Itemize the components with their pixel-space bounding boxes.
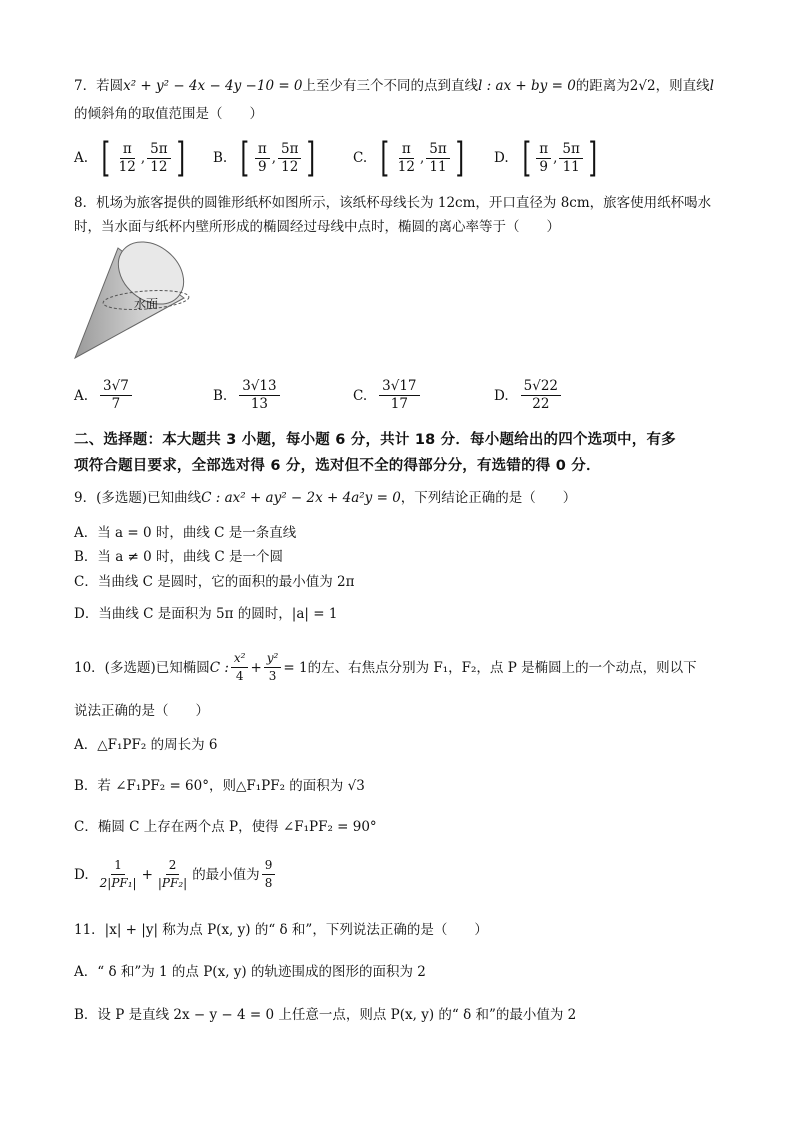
- frac-num: π: [255, 141, 270, 159]
- q10-c: C :: [209, 659, 229, 676]
- q9-stem: [74, 488, 576, 508]
- q8-option-b: [213, 378, 282, 413]
- frac-den: 11: [562, 158, 580, 175]
- q8-option-label: A.: [74, 387, 89, 404]
- q10-plus: +: [250, 659, 262, 676]
- q10-d-frac1-num: 1: [111, 857, 125, 875]
- frac-num: π: [536, 141, 551, 159]
- q7-frac-b: [559, 141, 582, 176]
- q10-option-b: B．若 ∠F₁PF₂ = 60°，则△F₁PF₂ 的面积为 √3: [74, 778, 365, 794]
- section2-heading-line2: 项符合题目要求，全部选对得 6 分，选对但不全的得部分分，有选错的得 0 分．: [74, 458, 601, 474]
- comma: ,: [419, 150, 425, 166]
- q10-stem-line2: 说法正确的是（ ）: [74, 703, 209, 719]
- q10-d-frac1-den: 2|PF₁|: [99, 876, 137, 890]
- frac-num: 5π: [147, 141, 170, 159]
- q7-frac-b: [426, 141, 449, 176]
- frac-den: 7: [111, 396, 121, 412]
- q8-option-d: [494, 378, 563, 413]
- q9-option-a: A．当 a = 0 时，曲线 C 是一条直线: [74, 525, 297, 541]
- q7-mid-text: 上至少有三个不同的点到直线: [302, 78, 479, 94]
- frac-num: 3√17: [379, 378, 419, 396]
- q7-frac-b: [147, 141, 170, 176]
- left-bracket: [: [380, 135, 390, 181]
- q7-circle-equation: x² + y² − 4x − 4y −10 = 0: [123, 78, 303, 94]
- q10-d-value: [262, 857, 276, 892]
- frac-den: 9: [539, 158, 548, 175]
- frac-den: 11: [429, 158, 447, 175]
- q11-option-b: B．设 P 是直线 2x − y − 4 = 0 上任意一点，则点 P(x, y) 的“ δ 和”的最小值为 2: [74, 1007, 577, 1023]
- q7-frac-a: [116, 141, 139, 176]
- right-bracket: ]: [455, 135, 464, 181]
- comma: ,: [140, 150, 146, 166]
- comma: ,: [553, 150, 558, 166]
- q7-option-label: C.: [353, 150, 368, 166]
- q8-option-label: B.: [213, 387, 228, 404]
- frac-num: π: [120, 141, 135, 159]
- q7-distance: 2√2: [629, 78, 656, 94]
- q7-option-d: [494, 135, 601, 181]
- q9-suffix: ，下列结论正确的是（ ）: [400, 490, 577, 506]
- q8-option-a: [74, 378, 134, 413]
- right-bracket: ]: [588, 135, 597, 181]
- q8-option-frac: [100, 378, 132, 413]
- comma: ,: [271, 150, 276, 166]
- q10-d-mid: 的最小值为: [192, 866, 260, 883]
- q8-option-label: D.: [494, 387, 509, 404]
- q7-option-label: D.: [494, 150, 509, 166]
- q7-prefix: 7．若圆: [74, 78, 124, 94]
- q9-prefix: 9．(多选题)已知曲线: [74, 490, 202, 506]
- q10-frac-x-den: 4: [235, 669, 244, 683]
- q7-stem-line1: [74, 76, 714, 96]
- q10-stem-line1: [74, 650, 697, 685]
- q10-frac-y-den: 3: [268, 669, 277, 683]
- left-bracket: [: [101, 135, 111, 181]
- q7-tail-text: 的距离为: [575, 78, 630, 94]
- frac-num: 5π: [426, 141, 449, 159]
- q8-option-frac: [239, 378, 279, 413]
- q9-option-c: C．当曲线 C 是圆时，它的面积的最小值为 2π: [74, 574, 355, 590]
- frac-num: 3√7: [100, 378, 132, 396]
- right-bracket: ]: [306, 135, 316, 181]
- q11-stem: 11．|x| + |y| 称为点 P(x, y) 的“ δ 和”，下列说法正确的是（ ）: [74, 922, 488, 938]
- frac-den: 12: [118, 158, 136, 175]
- q9-equation: C : ax² + ay² − 2x + 4a²y = 0: [201, 490, 401, 506]
- q10-d-frac2: [155, 857, 190, 892]
- frac-num: 3√13: [239, 378, 279, 396]
- q10-prefix: 10．(多选题)已知椭圆: [74, 659, 210, 676]
- left-bracket: [: [240, 135, 250, 181]
- left-bracket: [: [522, 135, 531, 181]
- q10-d-frac2-den: |PF₂|: [157, 876, 188, 890]
- q10-d-label: D.: [74, 866, 89, 883]
- q8-stem-line1: 8．机场为旅客提供的圆锥形纸杯如图所示，该纸杯母线长为 12cm，开口直径为 8cm，旅客使用纸杯喝水: [74, 195, 712, 211]
- q10-suffix: 的左、右焦点分别为 F₁，F₂，点 P 是椭圆上的一个动点，则以下: [307, 659, 697, 676]
- q10-frac-x-num: x²: [231, 650, 249, 668]
- q10-d-frac1: [97, 857, 140, 892]
- frac-den: 13: [250, 396, 268, 412]
- q9-option-d: D．当曲线 C 是面积为 5π 的圆时，|a| = 1: [74, 606, 338, 622]
- q10-option-d: [74, 857, 277, 892]
- q10-option-a: A．△F₁PF₂ 的周长为 6: [74, 737, 218, 753]
- frac-den: 9: [257, 158, 267, 175]
- q7-option-b: [213, 135, 319, 181]
- frac-num: 5π: [278, 141, 301, 159]
- right-bracket: ]: [176, 135, 185, 181]
- water-surface-label: 水面: [134, 297, 159, 311]
- frac-den: 12: [281, 158, 299, 175]
- q8-option-frac: [521, 378, 561, 413]
- q7-line-equation: l : ax + by = 0: [478, 78, 576, 94]
- q7-end-text: ，则直线: [655, 78, 710, 94]
- section2-heading-line1: 二、选择题：本大题共 3 小题，每小题 6 分，共计 18 分．每小题给出的四个选项中，有多: [74, 432, 676, 448]
- q7-frac-a: [536, 141, 551, 176]
- frac-den: 22: [532, 396, 550, 412]
- q10-frac-y: [264, 650, 282, 685]
- q10-frac-y-num: y²: [264, 650, 282, 668]
- q7-option-a: [74, 135, 188, 181]
- cone-cup-figure: [72, 240, 197, 362]
- q10-option-c: C．椭圆 C 上存在两个点 P，使得 ∠F₁PF₂ = 90°: [74, 819, 377, 835]
- q7-frac-a: [395, 141, 418, 176]
- q10-frac-x: [231, 650, 249, 685]
- q7-stem-line2: 的倾斜角的取值范围是（ ）: [74, 106, 263, 122]
- q7-l: l: [709, 78, 714, 94]
- q7-frac-a: [255, 141, 270, 176]
- q10-d-plus: +: [141, 866, 153, 883]
- q10-d-frac2-num: 2: [166, 857, 180, 875]
- frac-den: 12: [150, 158, 168, 175]
- frac-den: 17: [390, 396, 408, 412]
- frac-num: 5π: [559, 141, 582, 159]
- q8-option-label: C.: [353, 387, 368, 404]
- q8-option-frac: [379, 378, 419, 413]
- q7-option-label: A.: [74, 150, 89, 166]
- q10-eq1: = 1: [283, 659, 308, 676]
- q8-stem-line2: 时，当水面与纸杯内壁所形成的椭圆经过母线中点时，椭圆的离心率等于（ ）: [74, 219, 560, 235]
- frac-num: π: [399, 141, 414, 159]
- q7-option-label: B.: [213, 150, 228, 166]
- q8-option-c: [353, 378, 422, 413]
- q7-option-c: [353, 135, 467, 181]
- q10-d-value-num: 9: [262, 857, 276, 875]
- frac-num: 5√22: [521, 378, 561, 396]
- q11-option-a: A．“ δ 和”为 1 的点 P(x, y) 的轨迹围成的图形的面积为 2: [74, 964, 426, 980]
- frac-den: 12: [397, 158, 415, 175]
- q7-frac-b: [278, 141, 301, 176]
- q10-d-value-den: 8: [264, 876, 273, 890]
- q9-option-b: B．当 a ≠ 0 时，曲线 C 是一个圆: [74, 549, 283, 565]
